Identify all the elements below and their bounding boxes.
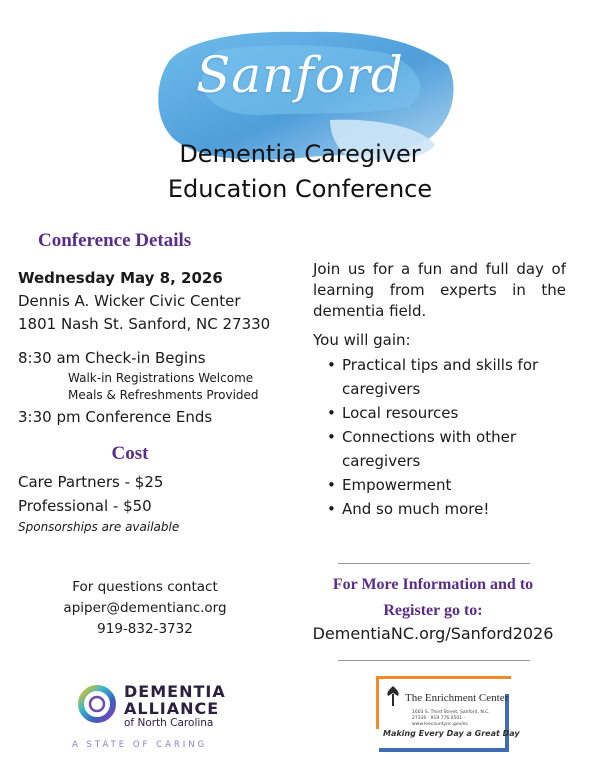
meals-note: Meals & Refreshments Provided <box>68 388 259 402</box>
dementia-logo-sub: of North Carolina <box>124 717 214 729</box>
enrichment-tagline: Making Every Day a Great Day <box>383 729 520 738</box>
contact-block <box>40 577 250 640</box>
dementia-alliance-logo-icon <box>77 684 117 724</box>
cost-professional: Professional - $50 <box>18 497 152 515</box>
list-item: • Empowerment <box>322 473 572 497</box>
divider <box>338 563 530 564</box>
checkin-time: 8:30 am Check-in Begins <box>18 349 206 367</box>
contact-label: For questions contact <box>72 579 218 595</box>
list-item: • Local resources <box>322 401 572 425</box>
list-item: • Practical tips and skills for caregivers <box>322 353 572 401</box>
register-line-2: Register go to: <box>383 602 483 619</box>
walkin-note: Walk-in Registrations Welcome <box>68 371 254 385</box>
script-title: Sanford <box>196 46 404 104</box>
register-heading <box>300 572 566 624</box>
register-line-1: For More Information and to <box>332 576 534 593</box>
dementia-logo-wordmark-2: ALLIANCE <box>124 699 220 718</box>
dementia-logo-tagline: A STATE OF CARING <box>72 740 208 750</box>
page-title-line-1: Dementia Caregiver <box>179 140 421 168</box>
list-item: • Connections with other caregivers <box>322 425 572 473</box>
divider <box>338 660 530 661</box>
cost-care-partners: Care Partners - $25 <box>18 473 164 491</box>
page-title-line-2: Education Conference <box>167 175 433 203</box>
event-date: Wednesday May 8, 2026 <box>18 269 223 287</box>
intro-text: Join us for a fun and full day of learning from experts in the dementia field. <box>313 260 566 320</box>
contact-email[interactable]: apiper@dementianc.org <box>63 600 227 616</box>
gain-label: You will gain: <box>313 331 411 349</box>
venue-address: 1801 Nash St. Sanford, NC 27330 <box>18 315 271 333</box>
sponsorship-note: Sponsorships are available <box>18 520 180 534</box>
cost-heading: Cost <box>111 443 149 464</box>
enrichment-address: 1603 S. Third Street, Sanford, N.C. 27330 · 919.776.0501 · www.leecountync.gov/ec <box>412 710 490 727</box>
details-heading: Conference Details <box>38 230 192 251</box>
venue-name: Dennis A. Wicker Civic Center <box>18 292 241 310</box>
end-time: 3:30 pm Conference Ends <box>18 408 213 426</box>
register-url[interactable]: DementiaNC.org/Sanford2026 <box>312 624 554 643</box>
benefits-list <box>322 353 572 521</box>
dementia-logo-wordmark-1: DEMENTIA <box>124 682 226 701</box>
enrichment-center-name: The Enrichment Center <box>405 692 509 704</box>
list-item: • And so much more! <box>322 497 572 521</box>
tree-icon <box>383 684 403 708</box>
contact-phone[interactable]: 919-832-3732 <box>97 621 193 637</box>
